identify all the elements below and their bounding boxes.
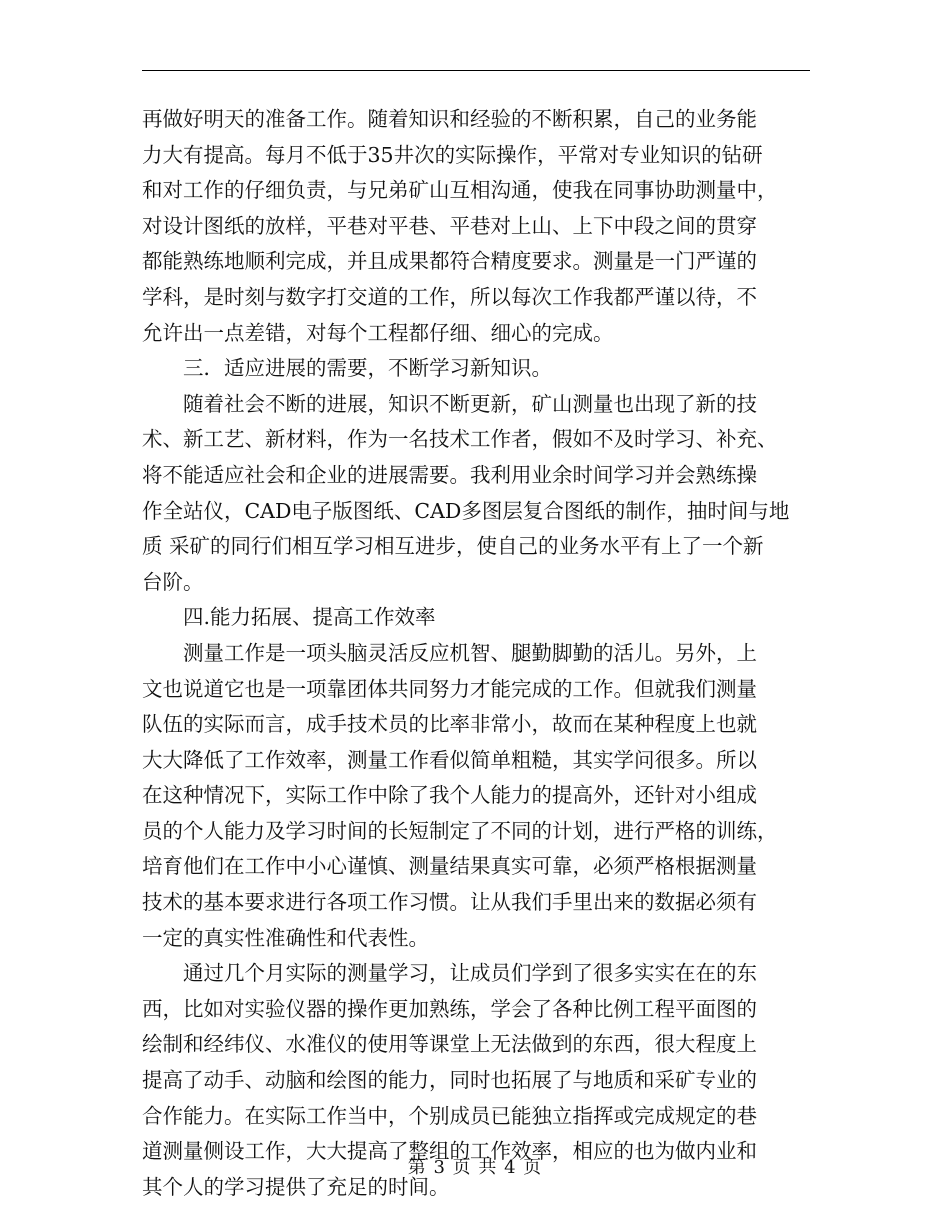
page-number-footer: 第 3 页 共 4 页 xyxy=(407,1157,543,1178)
text-line: 大大降低了工作效率，测量工作看似简单粗糙，其实学问很多。所以 xyxy=(142,747,757,772)
text-line: 学科，是时刻与数字打交道的工作，所以每次工作我都严谨以待，不 xyxy=(142,284,757,309)
text-line: 队伍的实际而言，成手技术员的比率非常小，故而在某种程度上也就 xyxy=(142,712,757,737)
text-line: 一定的真实性准确性和代表性。 xyxy=(142,925,429,950)
text-line: 力大有提高。每月不低于35井次的实际操作，平常对专业知识的钻研 xyxy=(142,142,763,167)
text-line: 绘制和经纬仪、水准仪的使用等课堂上无法做到的东西，很大程度上 xyxy=(142,1032,757,1057)
text-line: 质 采矿的同行们相互学习相互进步，使自己的业务水平有上了一个新 xyxy=(142,534,764,559)
text-line: 作全站仪，CAD电子版图纸、CAD多图层复合图纸的制作，抽时间与地 xyxy=(142,498,790,523)
text-line: 培育他们在工作中小心谨慎、测量结果真实可靠，必须严格根据测量 xyxy=(142,854,757,879)
text-line: 提高了动手、动脑和绘图的能力，同时也拓展了与地质和采矿专业的 xyxy=(142,1068,757,1093)
text-line: 在这种情况下，实际工作中除了我个人能力的提高外，还针对小组成 xyxy=(142,783,757,808)
text-line: 技术的基本要求进行各项工作习惯。让从我们手里出来的数据必须有 xyxy=(142,890,757,915)
text-line: 道测量侧设工作，大大提高了整组的工作效率，相应的也为做内业和 xyxy=(142,1139,757,1164)
text-line: 台阶。 xyxy=(142,569,204,594)
body-text xyxy=(142,102,810,1205)
text-line: 都能熟练地顺利完成，并且成果都符合精度要求。测量是一门严谨的 xyxy=(142,249,757,274)
text-line: 允许出一点差错，对每个工程都仔细、细心的完成。 xyxy=(142,320,614,345)
text-line: 和对工作的仔细负责，与兄弟矿山互相沟通，使我在同事协助测量中， xyxy=(142,178,778,203)
section-heading: 三．适应进展的需要，不断学习新知识。 xyxy=(183,356,552,381)
text-line: 再做好明天的准备工作。随着知识和经验的不断积累，自己的业务能 xyxy=(142,107,757,131)
text-line: 西，比如对实验仪器的操作更加熟练，学会了各种比例工程平面图的 xyxy=(142,996,757,1021)
text-line: 其个人的学习提供了充足的时间。 xyxy=(142,1174,450,1199)
text-line: 测量工作是一项头脑灵活反应机智、腿勤脚勤的活儿。另外，上 xyxy=(183,640,757,665)
text-line: 随着社会不断的进展，知识不断更新，矿山测量也出现了新的技 xyxy=(183,391,757,416)
header-rule xyxy=(142,70,810,71)
text-line: 合作能力。在实际工作当中，个别成员已能独立指挥或完成规定的巷 xyxy=(142,1103,757,1128)
text-line: 术、新工艺、新材料，作为一名技术工作者，假如不及时学习、补充、 xyxy=(142,427,778,452)
text-line: 对设计图纸的放样，平巷对平巷、平巷对上山、上下中段之间的贯穿 xyxy=(142,213,757,238)
text-line: 将不能适应社会和企业的进展需要。我利用业余时间学习并会熟练操 xyxy=(142,462,757,487)
section-heading: 四.能力拓展、提高工作效率 xyxy=(183,605,436,630)
text-line: 通过几个月实际的测量学习，让成员们学到了很多实实在在的东 xyxy=(183,961,757,986)
text-line: 员的个人能力及学习时间的长短制定了不同的计划，进行严格的训练， xyxy=(142,818,778,843)
text-line: 文也说道它也是一项靠团体共同努力才能完成的工作。但就我们测量 xyxy=(142,676,757,701)
